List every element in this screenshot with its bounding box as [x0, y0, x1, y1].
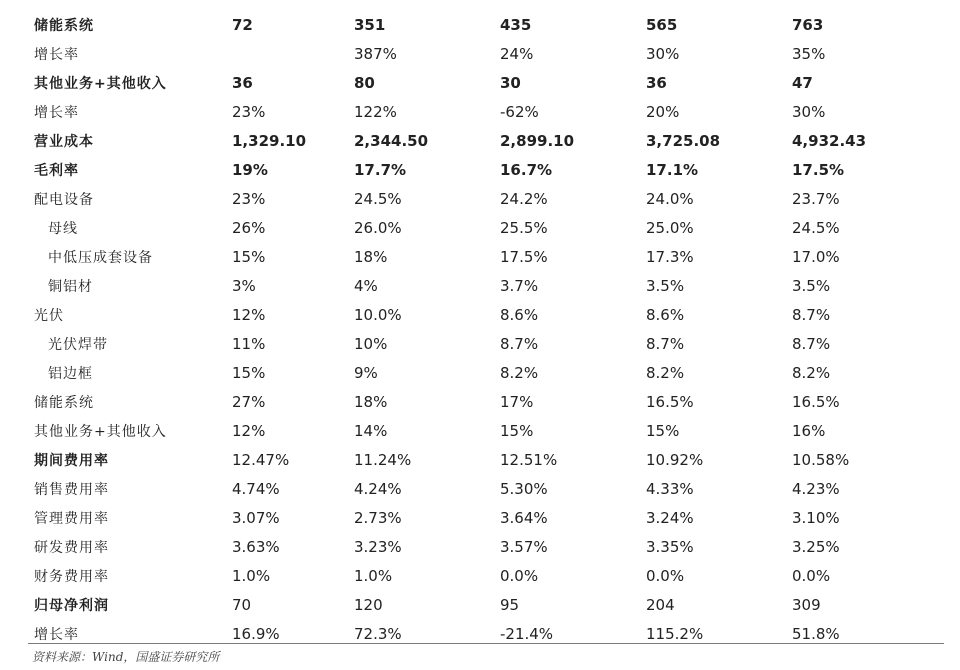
- table-row: [28, 416, 948, 445]
- row-value: 8.2%: [646, 363, 685, 382]
- row-value: 30: [500, 73, 521, 92]
- row-label: 财务费用率: [34, 568, 109, 585]
- row-value: 17%: [500, 392, 534, 411]
- row-value: 763: [792, 15, 824, 34]
- row-label: 归母净利润: [34, 597, 109, 614]
- row-value: 8.7%: [500, 334, 539, 353]
- row-value: 12.51%: [500, 450, 558, 469]
- row-value: 24%: [500, 44, 534, 63]
- row-value: 309: [792, 595, 821, 614]
- row-value: 11.24%: [354, 450, 412, 469]
- table-row: [28, 155, 948, 184]
- row-value: 3%: [232, 276, 256, 295]
- row-value: 24.5%: [354, 189, 402, 208]
- row-label: 营业成本: [34, 133, 94, 150]
- row-value: 72: [232, 15, 253, 34]
- row-value: 51.8%: [792, 624, 840, 643]
- row-value: 3.64%: [500, 508, 548, 527]
- row-value: 15%: [232, 363, 266, 382]
- row-label: 储能系统: [34, 17, 94, 34]
- row-value: 3.5%: [646, 276, 685, 295]
- row-value: 17.1%: [646, 160, 699, 179]
- row-value: 17.0%: [792, 247, 840, 266]
- row-label: 中低压成套设备: [48, 249, 153, 266]
- row-value: 10%: [354, 334, 388, 353]
- row-value: 4.23%: [792, 479, 840, 498]
- row-value: 10.0%: [354, 305, 402, 324]
- row-value: 10.58%: [792, 450, 850, 469]
- row-label: 增长率: [34, 46, 79, 63]
- row-value: 3.57%: [500, 537, 548, 556]
- source-note: 资料来源：Wind，国盛证券研究所: [32, 650, 220, 664]
- row-label: 销售费用率: [34, 481, 109, 498]
- row-value: 8.7%: [792, 305, 831, 324]
- row-label: 光伏: [34, 307, 64, 324]
- row-value: 3.07%: [232, 508, 280, 527]
- row-label: 毛利率: [34, 162, 79, 179]
- financial-forecast-table: [28, 10, 948, 648]
- row-value: 12%: [232, 305, 266, 324]
- table-row: [28, 561, 948, 590]
- row-value: 8.6%: [646, 305, 685, 324]
- row-value: 15%: [646, 421, 680, 440]
- table-row: [28, 126, 948, 155]
- row-value: 20%: [646, 102, 680, 121]
- row-value: 0.0%: [646, 566, 685, 585]
- row-value: 8.2%: [500, 363, 539, 382]
- row-value: 24.5%: [792, 218, 840, 237]
- row-value: 23.7%: [792, 189, 840, 208]
- row-value: 12.47%: [232, 450, 290, 469]
- row-value: 17.7%: [354, 160, 407, 179]
- row-value: 0.0%: [792, 566, 831, 585]
- row-value: 16.5%: [792, 392, 840, 411]
- row-value: 11%: [232, 334, 266, 353]
- row-label: 增长率: [34, 626, 79, 643]
- row-value: 17.5%: [500, 247, 548, 266]
- row-value: 25.5%: [500, 218, 548, 237]
- row-label: 其他业务+其他收入: [34, 75, 167, 92]
- row-value: 3.23%: [354, 537, 402, 556]
- row-value: 23%: [232, 189, 266, 208]
- table-row: [28, 300, 948, 329]
- row-value: 26.0%: [354, 218, 402, 237]
- table-row: [28, 271, 948, 300]
- row-value: 47: [792, 73, 813, 92]
- row-value: 17.5%: [792, 160, 845, 179]
- row-value: 18%: [354, 247, 388, 266]
- row-label: 储能系统: [34, 394, 94, 411]
- row-value: 2,899.10: [500, 131, 575, 150]
- row-label: 铝边框: [48, 365, 93, 382]
- footer-divider: [28, 643, 944, 644]
- row-value: 1.0%: [232, 566, 271, 585]
- row-label: 配电设备: [34, 191, 94, 208]
- row-value: 16%: [792, 421, 826, 440]
- row-value: 2.73%: [354, 508, 402, 527]
- row-value: 1.0%: [354, 566, 393, 585]
- row-value: 204: [646, 595, 675, 614]
- row-label: 母线: [48, 220, 78, 237]
- table-body: [28, 10, 948, 648]
- table-row: [28, 68, 948, 97]
- row-value: 15%: [232, 247, 266, 266]
- row-label: 其他业务+其他收入: [34, 423, 167, 440]
- row-value: 4.33%: [646, 479, 694, 498]
- row-value: 3.7%: [500, 276, 539, 295]
- row-value: 19%: [232, 160, 268, 179]
- row-label: 增长率: [34, 104, 79, 121]
- table-row: [28, 358, 948, 387]
- row-value: 17.3%: [646, 247, 694, 266]
- row-value: 24.0%: [646, 189, 694, 208]
- row-value: 36: [232, 73, 253, 92]
- table-row: [28, 242, 948, 271]
- table-row: [28, 10, 948, 39]
- row-value: 25.0%: [646, 218, 694, 237]
- row-value: 8.2%: [792, 363, 831, 382]
- row-value: 12%: [232, 421, 266, 440]
- row-value: -21.4%: [500, 624, 554, 643]
- row-value: 3.5%: [792, 276, 831, 295]
- table-row: [28, 97, 948, 126]
- row-value: 35%: [792, 44, 826, 63]
- row-value: 3.35%: [646, 537, 694, 556]
- row-value: 3,725.08: [646, 131, 721, 150]
- row-value: 16.7%: [500, 160, 553, 179]
- row-value: 24.2%: [500, 189, 548, 208]
- row-value: 2,344.50: [354, 131, 429, 150]
- row-value: 16.9%: [232, 624, 280, 643]
- row-value: 4,932.43: [792, 131, 867, 150]
- row-value: 3.25%: [792, 537, 840, 556]
- row-value: 9%: [354, 363, 378, 382]
- row-value: 23%: [232, 102, 266, 121]
- row-value: 18%: [354, 392, 388, 411]
- row-value: 1,329.10: [232, 131, 307, 150]
- row-value: 26%: [232, 218, 266, 237]
- row-value: 120: [354, 595, 383, 614]
- row-value: 3.24%: [646, 508, 694, 527]
- table-row: [28, 184, 948, 213]
- row-value: 8.7%: [646, 334, 685, 353]
- row-value: 387%: [354, 44, 397, 63]
- row-value: 72.3%: [354, 624, 402, 643]
- row-label: 管理费用率: [34, 510, 109, 527]
- row-value: 4.24%: [354, 479, 402, 498]
- row-value: 36: [646, 73, 667, 92]
- table-row: [28, 39, 948, 68]
- row-label: 研发费用率: [34, 539, 109, 556]
- row-value: [228, 39, 350, 68]
- row-value: 122%: [354, 102, 397, 121]
- row-value: 3.10%: [792, 508, 840, 527]
- row-value: 10.92%: [646, 450, 704, 469]
- table-row: [28, 213, 948, 242]
- row-value: 14%: [354, 421, 388, 440]
- row-value: 95: [500, 595, 520, 614]
- row-value: 5.30%: [500, 479, 548, 498]
- row-value: 16.5%: [646, 392, 694, 411]
- row-value: 565: [646, 15, 678, 34]
- row-value: 80: [354, 73, 375, 92]
- row-value: 4%: [354, 276, 378, 295]
- table-row: [28, 329, 948, 358]
- row-value: 15%: [500, 421, 534, 440]
- row-value: 30%: [646, 44, 680, 63]
- row-value: 0.0%: [500, 566, 539, 585]
- row-value: 30%: [792, 102, 826, 121]
- row-value: 70: [232, 595, 252, 614]
- row-label: 铜铝材: [48, 278, 93, 295]
- row-value: 435: [500, 15, 532, 34]
- table-row: [28, 532, 948, 561]
- table-row: [28, 387, 948, 416]
- row-label: 光伏焊带: [48, 336, 108, 353]
- row-value: 8.7%: [792, 334, 831, 353]
- table-row: [28, 590, 948, 619]
- row-value: -62%: [500, 102, 539, 121]
- table-row: [28, 474, 948, 503]
- row-value: 8.6%: [500, 305, 539, 324]
- table-row: [28, 503, 948, 532]
- row-value: 3.63%: [232, 537, 280, 556]
- row-value: 27%: [232, 392, 266, 411]
- row-value: 115.2%: [646, 624, 704, 643]
- row-value: 351: [354, 15, 386, 34]
- row-value: 4.74%: [232, 479, 280, 498]
- table-row: [28, 445, 948, 474]
- row-label: 期间费用率: [34, 452, 109, 469]
